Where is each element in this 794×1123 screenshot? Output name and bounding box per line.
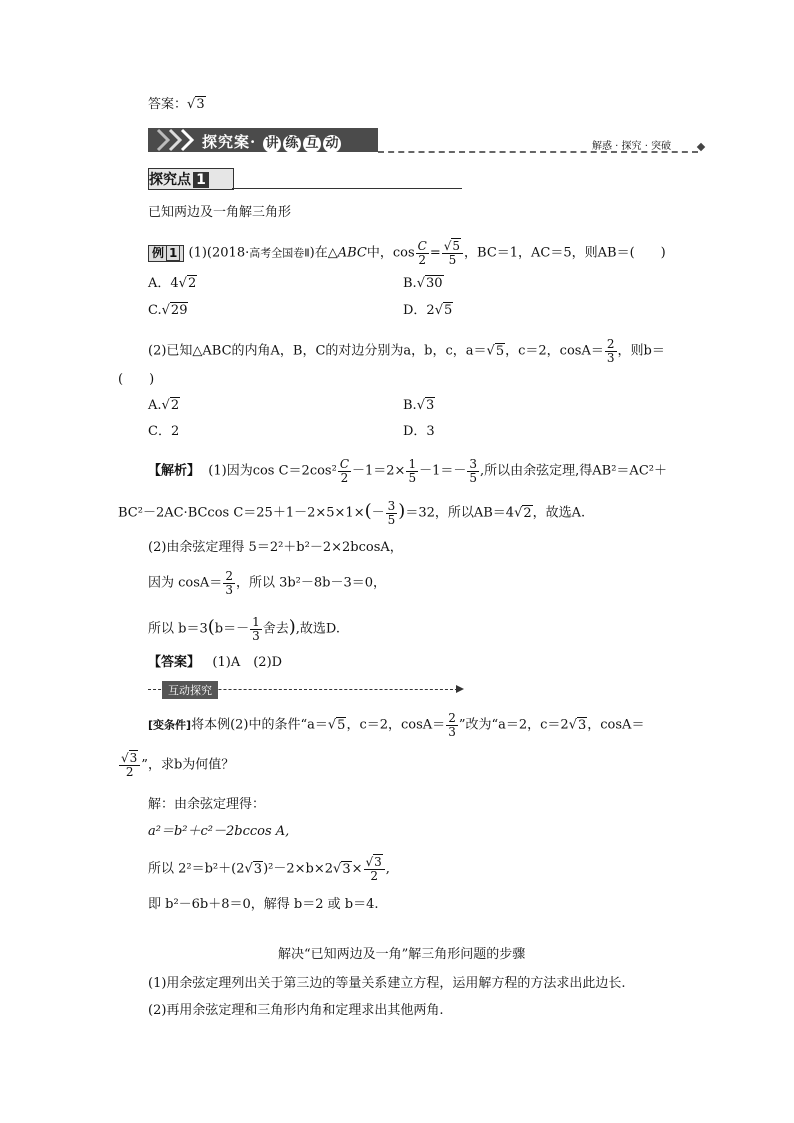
banner-subtitle: 解惑 · 探究 · 突破 xyxy=(592,141,672,152)
solution-line-1: 解：由余弦定理得： xyxy=(148,797,266,812)
answer-block: 【答案】 (1)A (2)D xyxy=(148,655,283,670)
point-header: 探究点 1 xyxy=(148,168,234,190)
analysis-line-4: 因为 cosA＝ $\frac{2}{3}$ ，所以 3b²－8b－3＝0， xyxy=(148,569,387,597)
section-banner xyxy=(148,128,378,152)
solution-line-2: a²＝b²＋c²－2bccos A, xyxy=(148,824,290,839)
solution-line-3: 所以 2²＝b²＋(2√3)²－2×b×2√3× $\frac{√3}{2}$ , xyxy=(148,855,390,883)
variant-line-2: $\frac{√3}{2}$ ”，求b为何值？ xyxy=(121,751,235,779)
option-a: A．4√2 xyxy=(148,276,197,291)
chevron-icon xyxy=(154,128,204,152)
example-q2: (2)已知△ABC的内角A，B，C的对边分别为a，b，c，a＝√5，c＝2，cosA＝ $\frac{2}{3}$ ，则b＝ xyxy=(148,337,665,365)
answer-line xyxy=(148,97,206,113)
option-b: B.√30 xyxy=(403,276,443,291)
arrow-right-icon xyxy=(456,685,464,693)
summary-step-2: (2)再用余弦定理和三角形内角和定理求出其他两角. xyxy=(148,1003,444,1018)
q2-option-b: B.√3 xyxy=(403,398,435,413)
solution-line-4: 即 b²－6b＋8＝0，解得 b＝2 或 b＝4. xyxy=(148,897,379,912)
example-tag: 例 1 xyxy=(148,245,184,262)
banner-title: 探究案· 讲 练 互 动 xyxy=(202,133,340,151)
q2-option-d: D．3 xyxy=(403,424,435,439)
summary-title: 解决“已知两边及一角”解三角形问题的步骤 xyxy=(278,947,526,962)
section-title: 已知两边及一角解三角形 xyxy=(148,205,292,220)
answer-label: 答案： xyxy=(148,97,188,112)
option-c: C.√29 xyxy=(148,303,188,318)
answer-sqrt: √3 xyxy=(187,97,205,112)
q2-paren: ( ) xyxy=(118,372,155,387)
analysis-line-5: 所以 b＝3(b＝－ $\frac{1}{3}$ 舍去),故选D. xyxy=(148,615,341,643)
q2-option-a: A.√2 xyxy=(148,398,180,413)
analysis-line-2: BC²－2AC·BCcos C＝25＋1－2×5×1×(－ $\frac{3}{5}$ )＝32，所以AB＝4√2，故选A. xyxy=(118,499,586,527)
analysis-line-3: (2)由余弦定理得 5＝2²＋b²－2×2bcosA， xyxy=(148,540,403,555)
example-q1: 例 1 (1)(2018·高考全国卷Ⅱ)在△ABC中，cos $\frac{C}{2}$ = $\frac{√5}{5}$ ，BC＝1，AC＝5，则AB＝( ) xyxy=(148,240,666,266)
variant-line-1: [变条件]将本例(2)中的条件“a＝√5，c＝2，cosA＝ $\frac{2}{3}$ ”改为“a＝2，c＝2√3，cosA＝ xyxy=(148,711,645,739)
diamond-icon xyxy=(697,143,705,151)
option-d: D．2√5 xyxy=(403,303,453,318)
summary-step-1: (1)用余弦定理列出关于第三边的等量关系建立方程，运用解方程的方法求出此边长. xyxy=(148,976,626,991)
q2-option-c: C．2 xyxy=(148,424,180,439)
analysis-line-1: 【解析】 (1)因为cos C＝2cos² $\frac{C}{2}$ －1＝2× $\frac{1}{5}$ －1＝－ $\frac{3}{5}$ ,所以由余弦定理,得AB²＝AC²＋ xyxy=(148,457,667,485)
hudong-tag: 互动探究 xyxy=(162,681,218,699)
point-underline xyxy=(232,188,462,189)
